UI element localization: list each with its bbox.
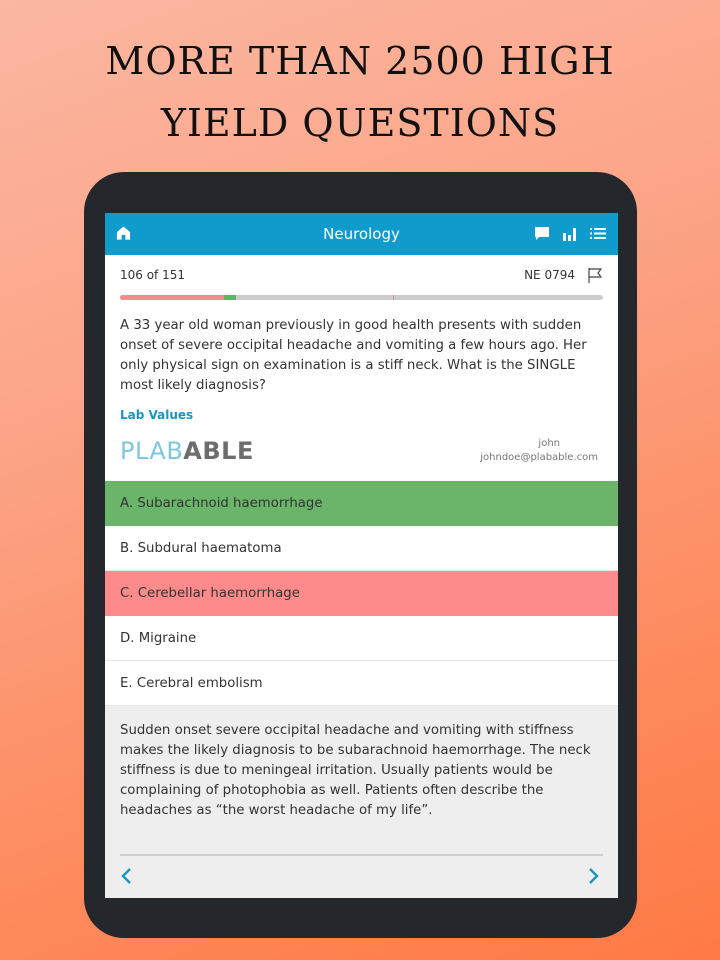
topbar-actions xyxy=(534,226,606,241)
watermark xyxy=(105,422,618,470)
user-watermark xyxy=(480,437,598,465)
user-email: johndoe@plabable.com xyxy=(480,452,598,463)
question-meta xyxy=(105,255,618,295)
chevron-left-icon[interactable] xyxy=(120,867,132,885)
question-position: 106 of 151 xyxy=(120,268,186,282)
flag-icon[interactable] xyxy=(587,267,603,283)
explanation-text: Sudden onset severe occipital headache and vomiting with stiffness makes the likely diagnosis to be subarachnoid haemorrhage. The neck stiffness is due to meningeal irritation. Usually patients would be complaining of photophobia as well. Patients often describe the headaches as “the worst headache of my life”. xyxy=(120,723,591,818)
list-icon[interactable] xyxy=(590,227,606,240)
progress-incorrect xyxy=(120,295,224,300)
answer-option-b[interactable]: B. Subdural haematoma xyxy=(105,526,618,571)
answer-option-d[interactable]: D. Migraine xyxy=(105,616,618,661)
plabable-logo: PLABABLE xyxy=(120,437,254,465)
app-screen xyxy=(105,213,618,898)
stats-icon[interactable] xyxy=(562,226,578,241)
progress-correct xyxy=(224,295,236,300)
topic-title: Neurology xyxy=(323,225,400,243)
answer-option-e[interactable]: E. Cerebral embolism xyxy=(105,661,618,706)
answer-option-a[interactable]: A. Subarachnoid haemorrhage xyxy=(105,481,618,526)
question-code: NE 0794 xyxy=(524,268,575,282)
promo-headline xyxy=(0,30,720,154)
home-icon[interactable] xyxy=(116,225,131,241)
answer-list xyxy=(105,481,618,706)
top-bar xyxy=(105,213,618,255)
progress-current-marker xyxy=(393,295,394,300)
comment-icon[interactable] xyxy=(534,226,550,241)
answer-option-c[interactable]: C. Cerebellar haemorrhage xyxy=(105,571,618,616)
headline-line-2: YIELD QUESTIONS xyxy=(160,101,560,145)
user-name: john xyxy=(538,438,560,449)
question-text: A 33 year old woman previously in good health presents with sudden onset of severe occipital headache and vomiting a few hours ago. Her only physical sign on examination is a stiff neck. What is the SINGLE most likely diagnosis? xyxy=(120,318,587,393)
headline-line-1: MORE THAN 2500 HIGH xyxy=(105,39,615,83)
progress-bar xyxy=(120,295,603,300)
lab-values-link[interactable]: Lab Values xyxy=(120,408,194,422)
question-navigation xyxy=(105,856,618,898)
chevron-right-icon[interactable] xyxy=(588,867,600,885)
